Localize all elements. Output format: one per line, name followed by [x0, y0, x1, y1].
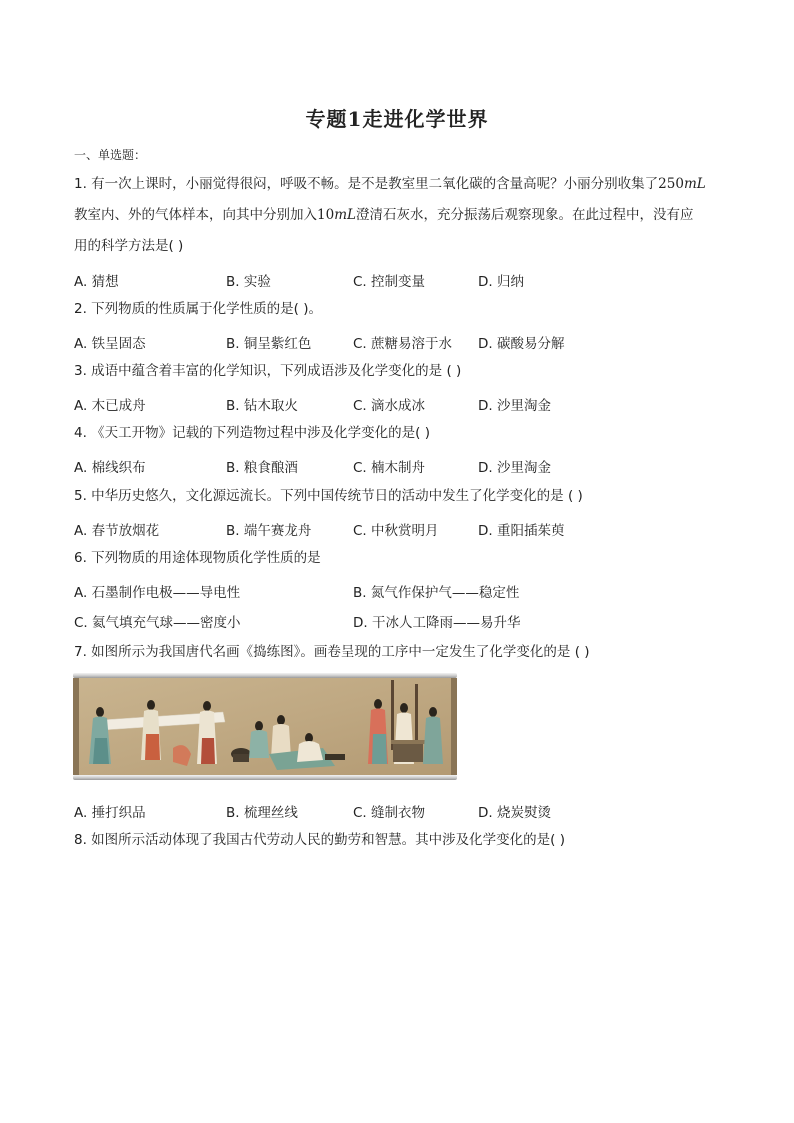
question-3-stem: 3. 成语中蕴含着丰富的化学知识，下列成语涉及化学变化的是 ( ): [74, 363, 462, 379]
option-a: A. 猜想: [74, 274, 119, 290]
question-6-stem: 6. 下列物质的用途体现物质化学性质的是: [74, 550, 321, 566]
option-d: D. 烧炭熨烫: [478, 805, 551, 821]
option-d: D. 重阳插茱萸: [478, 523, 565, 539]
question-7-options: [74, 801, 734, 823]
option-a: A. 铁呈固态: [74, 336, 146, 352]
question-1-line-1: 1. 有一次上课时，小丽觉得很闷，呼吸不畅。是不是教室里二氧化碳的含量高呢？小丽分别收集了250mL: [74, 176, 706, 192]
question-4-options: [74, 456, 734, 478]
option-d: D. 干冰人工降雨——易升华: [353, 615, 521, 631]
question-2-options: [74, 332, 734, 354]
option-c: C. 氦气填充气球——密度小: [74, 615, 241, 631]
section-heading: 一、单选题：: [74, 148, 147, 162]
option-c: C. 中秋赏明月: [353, 523, 439, 539]
question-1: [74, 169, 734, 262]
option-c: C. 蔗糖易溶于水: [353, 336, 453, 352]
option-b: B. 梳理丝线: [226, 805, 298, 821]
volume-value-1: 250: [658, 176, 684, 192]
question-3-options: [74, 394, 734, 416]
option-c: C. 控制变量: [353, 274, 426, 290]
volume-unit-2: mL: [334, 207, 356, 223]
painting-illustration: [73, 678, 457, 775]
option-a: A. 春节放烟花: [74, 523, 160, 539]
question-1-line-2: 教室内、外的气体样本，向其中分别加入10mL澄清石灰水，充分振荡后观察现象。在此过程中，没有应: [74, 207, 694, 223]
option-b: B. 铜呈紫红色: [226, 336, 312, 352]
painting-scroll-image: [73, 673, 457, 780]
scroll-rod-bottom: [73, 775, 457, 780]
option-b: B. 氮气作保护气——稳定性: [353, 585, 520, 601]
question-8-stem: 8. 如图所示活动体现了我国古代劳动人民的勤劳和智慧。其中涉及化学变化的是( ): [74, 832, 565, 848]
option-a: A. 木已成舟: [74, 398, 146, 414]
page-title: 专题1走进化学世界: [305, 107, 489, 131]
option-c: C. 滴水成冰: [353, 398, 426, 414]
question-6-options-row-1: [74, 581, 734, 603]
option-b: B. 钻木取火: [226, 398, 298, 414]
option-a: A. 捶打织品: [74, 805, 146, 821]
option-b: B. 粮食酿酒: [226, 460, 298, 476]
option-d: D. 沙里淘金: [478, 398, 551, 414]
option-d: D. 沙里淘金: [478, 460, 551, 476]
question-6-options-row-2: [74, 611, 734, 633]
option-c: C. 缝制衣物: [353, 805, 426, 821]
question-1-options: [74, 270, 734, 292]
volume-value-2: 10: [317, 207, 335, 223]
option-c: C. 楠木制舟: [353, 460, 426, 476]
volume-unit-1: mL: [683, 176, 706, 192]
option-b: B. 实验: [226, 274, 271, 290]
question-2-stem: 2. 下列物质的性质属于化学性质的是( )。: [74, 301, 322, 317]
option-a: A. 石墨制作电极——导电性: [74, 585, 241, 601]
option-b: B. 端午赛龙舟: [226, 523, 312, 539]
option-a: A. 棉线织布: [74, 460, 146, 476]
question-5-stem: 5. 中华历史悠久，文化源远流长。下列中国传统节日的活动中发生了化学变化的是 ( ): [74, 488, 583, 504]
question-5-options: [74, 519, 734, 541]
question-4-stem: 4. 《天工开物》记载的下列造物过程中涉及化学变化的是( ): [74, 425, 430, 441]
option-d: D. 碳酸易分解: [478, 336, 565, 352]
question-1-line-3: 用的科学方法是( ): [74, 238, 184, 254]
question-7-stem: 7. 如图所示为我国唐代名画《捣练图》。画卷呈现的工序中一定发生了化学变化的是 ( ): [74, 644, 590, 660]
option-d: D. 归纳: [478, 274, 524, 290]
